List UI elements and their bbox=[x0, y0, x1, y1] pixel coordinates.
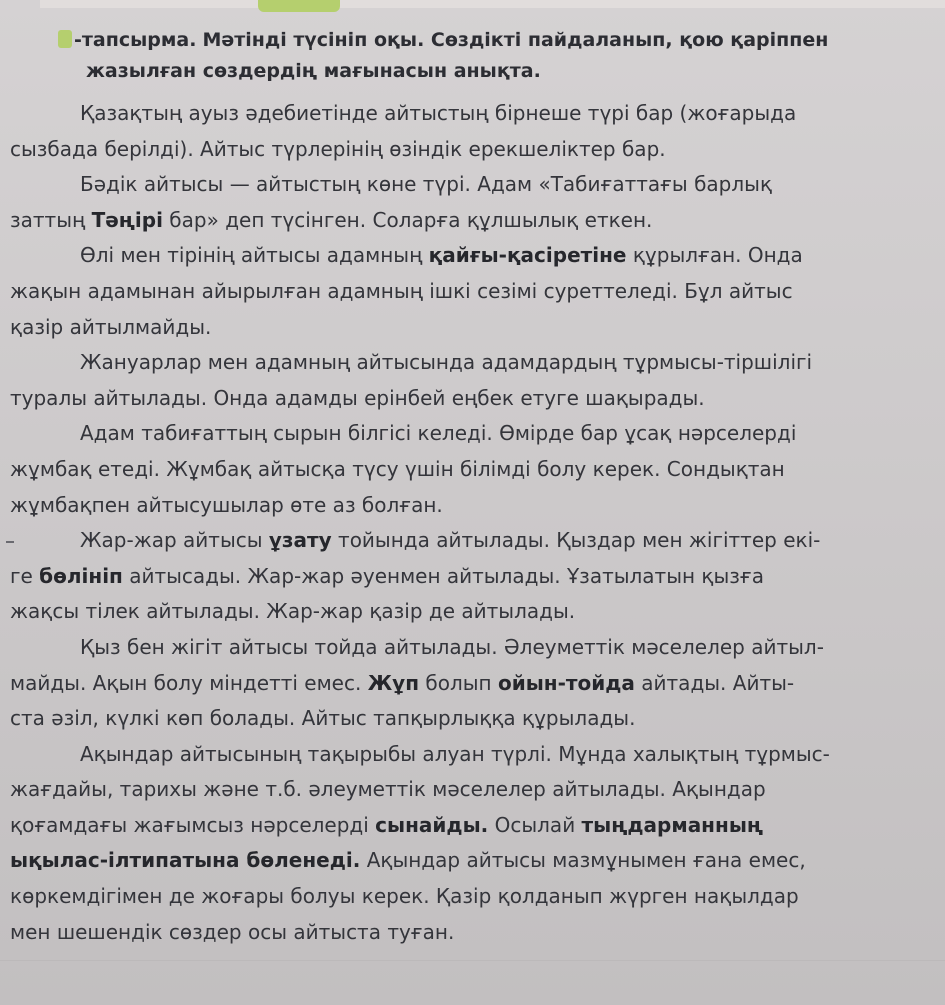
text-line: Қыз бен жігіт айтысы тойда айтылады. Әлеуметтік мәселелер айтыл- bbox=[80, 634, 824, 659]
text-line bbox=[10, 523, 882, 559]
text-line bbox=[10, 203, 882, 239]
paragraph-4 bbox=[10, 345, 882, 416]
text-run: Жар-жар айтысы bbox=[80, 528, 269, 553]
paragraph-8 bbox=[10, 737, 882, 951]
text-line: Бәдік айтысы — айтыстың көне түрі. Адам «Табиғаттағы барлық bbox=[80, 172, 773, 197]
text-line bbox=[10, 843, 882, 879]
bold-term: Жұп bbox=[367, 670, 420, 695]
text-run: айтады. Айты- bbox=[634, 670, 795, 695]
bold-term: сынайды. bbox=[375, 812, 489, 837]
text-run: айтысады. Жар-жар әуенмен айтылады. Ұзатылатын қызға bbox=[122, 563, 764, 588]
task-number-badge bbox=[58, 30, 72, 48]
bold-term: қайғы-қасіретіне bbox=[428, 243, 627, 268]
text-run: ге bbox=[10, 563, 40, 588]
page-top-band bbox=[40, 0, 945, 8]
text-line: Адам табиғаттың сырын білгісі келеді. Өмірде бар ұсақ нәрселерді bbox=[80, 421, 797, 446]
text-run: қоғамдағы жағымсыз нәрселерді bbox=[10, 812, 376, 837]
text-line bbox=[10, 808, 882, 844]
paragraph-1 bbox=[10, 96, 882, 167]
text-line bbox=[10, 238, 882, 274]
margin-mark bbox=[6, 541, 14, 543]
task-instruction-line1: Мәтінді түсініп оқы. Сөздікті пайдаланып, қою қаріппен bbox=[202, 29, 829, 51]
text-run: болып bbox=[419, 670, 498, 695]
task-header bbox=[58, 25, 898, 87]
task-label: -тапсырма. bbox=[74, 29, 197, 51]
paragraph-3 bbox=[10, 238, 882, 345]
paragraph-5 bbox=[10, 416, 882, 523]
bold-term: ұзату bbox=[268, 528, 332, 553]
text-line: туралы айтылады. Онда адамды ерінбей еңбек етуге шақырады. bbox=[10, 385, 705, 410]
text-line: Қазақтың ауыз әдебиетінде айтыстың бірнеше түрі бар (жоғарыда bbox=[80, 101, 797, 125]
text-run: Ақындар айтысы мазмұнымен ғана емес, bbox=[360, 848, 806, 873]
text-run: құрылған. Онда bbox=[626, 243, 803, 268]
text-line: жұмбақпен айтысушылар өте аз болған. bbox=[10, 492, 443, 517]
paragraph-2 bbox=[10, 167, 882, 238]
text-line: мен шешендік сөздер осы айтыста туған. bbox=[10, 919, 455, 944]
paragraph-6 bbox=[10, 523, 882, 630]
text-line: жұмбақ етеді. Жұмбақ айтысқа түсу үшін білімді болу керек. Сондықтан bbox=[10, 456, 785, 481]
text-line: көркемдігімен де жоғары болуы керек. Қазір қолданып жүрген нақылдар bbox=[10, 884, 799, 909]
paragraph-7 bbox=[10, 630, 882, 737]
bold-term: Тәңірі bbox=[91, 207, 163, 232]
text-run: майды. Ақын болу міндетті емес. bbox=[10, 670, 368, 695]
text-run: Өлі мен тірінің айтысы адамның bbox=[80, 243, 429, 268]
reading-text bbox=[10, 96, 882, 950]
text-run: тойында айтылады. Қыздар мен жігіттер екі- bbox=[331, 528, 821, 553]
text-line: Жануарлар мен адамның айтысында адамдардың тұрмысы-тіршілігі bbox=[80, 350, 813, 375]
text-line bbox=[10, 559, 882, 595]
bold-term: ықылас-ілтипатына бөленеді. bbox=[10, 848, 361, 873]
text-line: жақсы тілек айтылады. Жар-жар қазір де айтылады. bbox=[10, 599, 576, 624]
text-line: сызбада берілді). Айтыс түрлерінің өзіндік ерекшеліктер бар. bbox=[10, 136, 666, 161]
text-line: қазір айтылмайды. bbox=[10, 314, 212, 339]
bold-term: бөлініп bbox=[39, 563, 123, 588]
text-line: ста әзіл, күлкі көп болады. Айтыс тапқырлыққа құрылады. bbox=[10, 706, 636, 731]
section-tab bbox=[258, 0, 340, 12]
text-line: жағдайы, тарихы және т.б. әлеуметтік мәселелер айтылады. Ақындар bbox=[10, 777, 766, 802]
text-line: Ақындар айтысының тақырыбы алуан түрлі. Мұнда халықтың тұрмыс- bbox=[80, 741, 830, 766]
task-instruction-line2: жазылған сөздердің мағынасын анықта. bbox=[86, 60, 541, 82]
text-line: жақын адамынан айырылған адамның ішкі сезімі суреттеледі. Бұл айтыс bbox=[10, 278, 793, 303]
text-line bbox=[10, 666, 882, 702]
text-run: бар» деп түсінген. Соларға құлшылық еткен. bbox=[162, 207, 653, 232]
bold-term: тыңдарманның bbox=[581, 812, 764, 837]
text-run: Осылай bbox=[488, 812, 582, 837]
page-divider bbox=[0, 960, 945, 961]
text-run: заттың bbox=[10, 207, 92, 232]
bold-term: ойын-тойда bbox=[497, 670, 635, 695]
